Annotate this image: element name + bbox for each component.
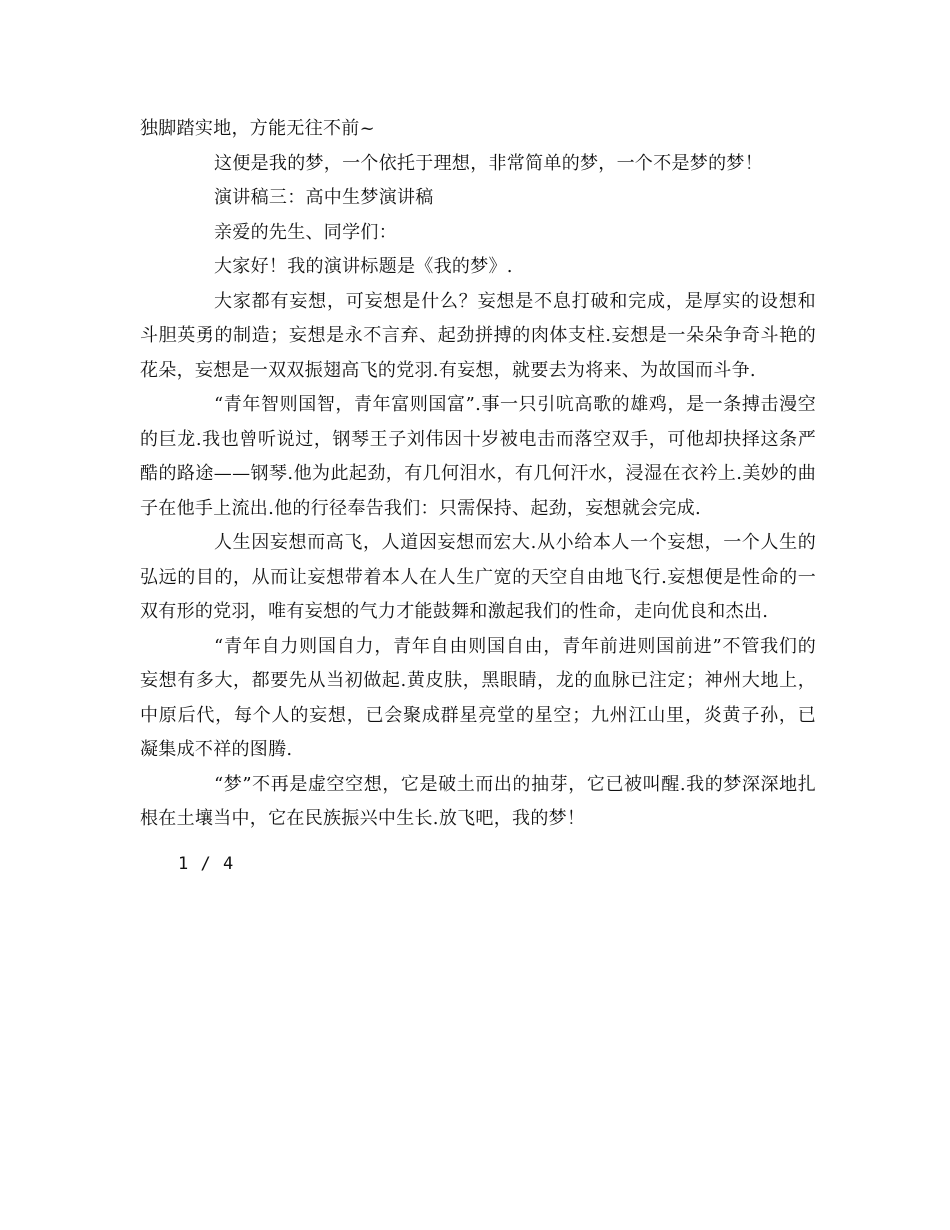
document-body bbox=[140, 112, 816, 837]
section-heading: 演讲稿三：高中生梦演讲稿 bbox=[214, 187, 434, 208]
paragraph: 人生因妄想而高飞，人道因妄想而宏大.从小给本人一个妄想，一个人生的弘远的目的，从而让妄想带着本人在人生广宽的天空自由地飞行.妄想便是性命的一双有形的党羽，唯有妄想的气力才能鼓舞和激起我们的性命，走向优良和杰出. bbox=[140, 532, 816, 622]
salutation: 亲爱的先生、同学们： bbox=[214, 221, 397, 243]
page-number: 1 / 4 bbox=[178, 854, 235, 874]
paragraph-continuation: 独脚踏实地，方能无往不前~ bbox=[140, 118, 375, 139]
paragraph: “青年自力则国自力，青年自由则国自由，青年前进则国前进”不管我们的妄想有多大，都要先从当初做起.黄皮肤，黑眼睛，龙的血脉已注定；神州大地上，中原后代，每个人的妄想，已会聚成群星亮堂的星空；九州江山里，炎黄子孙，已凝集成不祥的图腾. bbox=[140, 635, 816, 760]
greeting: 大家好！我的演讲标题是《我的梦》. bbox=[214, 256, 513, 277]
paragraph: “梦”不再是虚空空想，它是破土而出的抽芽，它已被叫醒.我的梦深深地扎根在土壤当中，它在民族振兴中生长.放飞吧，我的梦！ bbox=[140, 773, 816, 829]
paragraph: 这便是我的梦，一个依托于理想，非常简单的梦，一个不是梦的梦！ bbox=[214, 152, 763, 174]
paragraph: 大家都有妄想，可妄想是什么？妄想是不息打破和完成，是厚实的设想和斗胆英勇的制造；妄想是永不言弃、起劲拼搏的肉体支柱.妄想是一朵朵争奇斗艳的花朵，妄想是一双双振翅高飞的党羽.有妄想，就要去为将来、为故国而斗争. bbox=[140, 290, 816, 381]
paragraph: “青年智则国智，青年富则国富”.事一只引吭高歌的雄鸡，是一条搏击漫空的巨龙.我也曾听说过，钢琴王子刘伟因十岁被电击而落空双手，可他却抉择这条严酷的路途——钢琴.他为此起劲，有几何泪水，有几何汗水，浸湿在衣衿上.美妙的曲子在他手上流出.他的行径奉告我们：只需保持、起劲，妄想就会完成. bbox=[140, 394, 816, 519]
